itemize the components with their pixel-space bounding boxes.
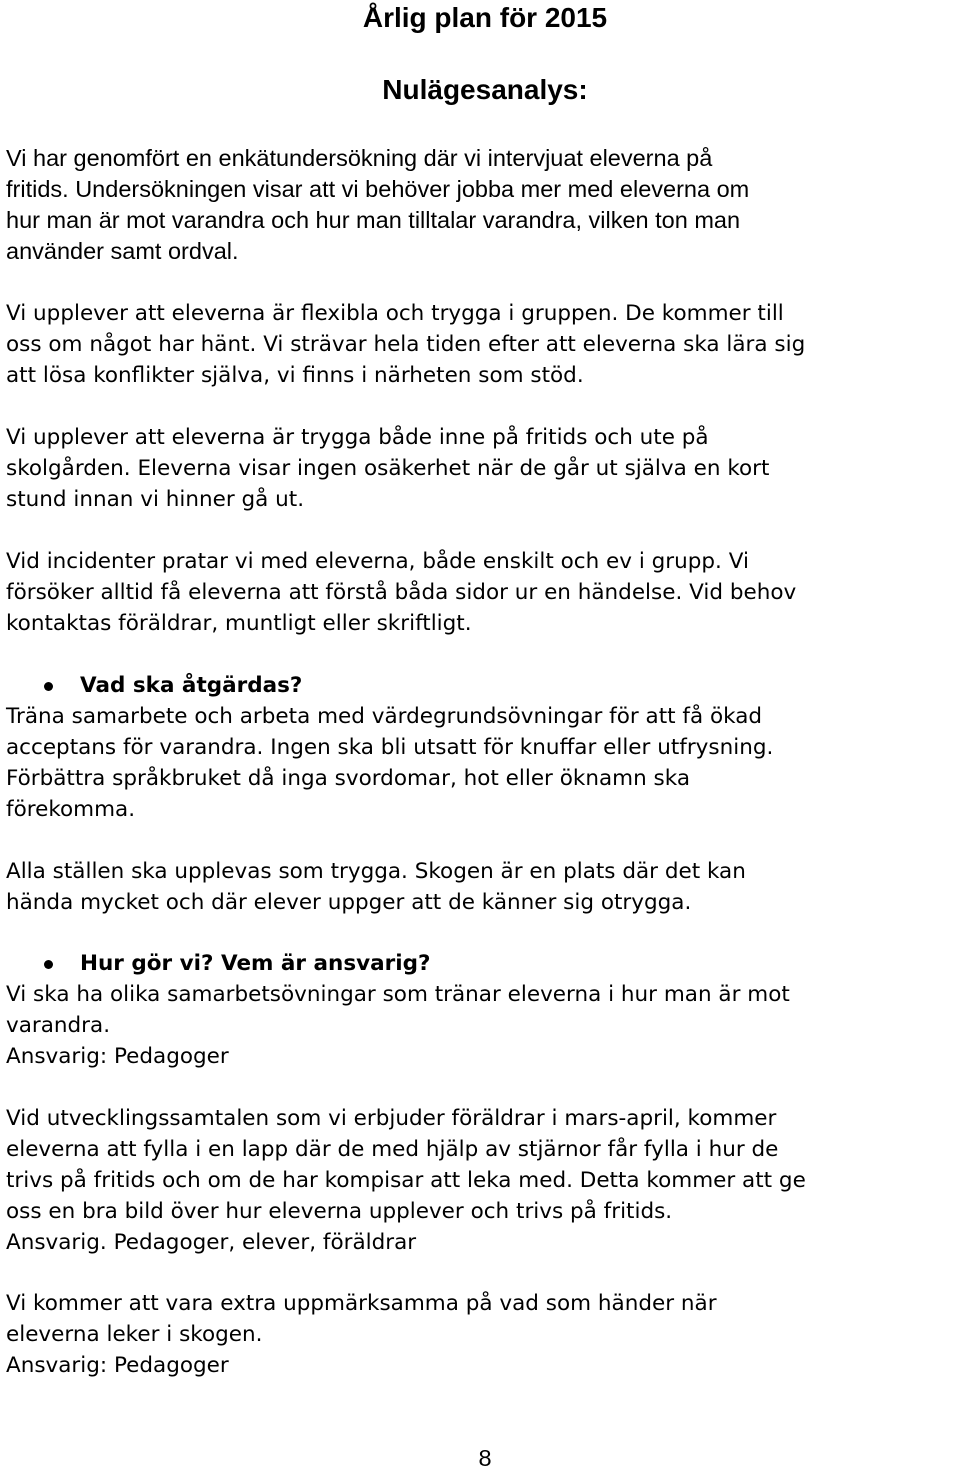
- text-line: hända mycket och där elever uppger att de känner sig otrygga.: [6, 890, 692, 915]
- paragraph-development-talks: [6, 1103, 956, 1258]
- text-line: Förbättra språkbruket då inga svordomar, hot eller öknamn ska: [6, 766, 690, 791]
- text-line: att lösa konflikter själva, vi finns i närheten som stöd.: [6, 363, 584, 388]
- text-line: eleverna leker i skogen.: [6, 1322, 263, 1347]
- text-line: använder samt ordval.: [6, 238, 239, 264]
- text-line: stund innan vi hinner gå ut.: [6, 487, 305, 512]
- text-line: Alla ställen ska upplevas som trygga. Skogen är en plats där det kan: [6, 859, 746, 884]
- text-line: trivs på fritids och om de har kompisar att leka med. Detta kommer att ge: [6, 1168, 806, 1193]
- text-line: Vid incidenter pratar vi med eleverna, både enskilt och ev i grupp. Vi: [6, 549, 749, 574]
- text-line: fritids. Undersökningen visar att vi behöver jobba mer med eleverna om: [6, 176, 750, 202]
- text-line: Träna samarbete och arbeta med värdegrundsövningar för att få ökad: [6, 704, 763, 729]
- text-line: oss en bra bild över hur eleverna upplever och trivs på fritids.: [6, 1199, 673, 1224]
- paragraph-training: [6, 701, 956, 825]
- bullet-icon: [44, 682, 53, 691]
- bullet-heading: Vad ska åtgärdas?: [80, 673, 303, 698]
- intro-paragraph: [6, 143, 956, 267]
- text-line: Vi ska ha olika samarbetsövningar som tränar eleverna i hur man är mot: [6, 982, 790, 1007]
- text-line: varandra.: [6, 1013, 111, 1038]
- text-line: Vi kommer att vara extra uppmärksamma på vad som händer när: [6, 1291, 717, 1316]
- bullet-heading: Hur gör vi? Vem är ansvarig?: [80, 951, 431, 976]
- text-line: Vi upplever att eleverna är flexibla och trygga i gruppen. De kommer till: [6, 301, 784, 326]
- text-line: kontaktas föräldrar, muntligt eller skriftligt.: [6, 611, 472, 636]
- text-line: Vi har genomfört en enkätundersökning där vi intervjuat eleverna på: [6, 145, 713, 171]
- text-line: Vid utvecklingssamtalen som vi erbjuder föräldrar i mars-april, kommer: [6, 1106, 777, 1131]
- text-line: Ansvarig: Pedagoger: [6, 1044, 229, 1069]
- page-title: Årlig plan för 2015: [362, 2, 608, 33]
- bullet-icon: [44, 960, 53, 969]
- paragraph-exercises: [6, 979, 956, 1072]
- paragraph-safety: [6, 422, 956, 515]
- text-line: försöker alltid få eleverna att förstå båda sidor ur en händelse. Vid behov: [6, 580, 797, 605]
- text-line: eleverna att fylla i en lapp där de med hjälp av stjärnor får fylla i hur de: [6, 1137, 779, 1162]
- paragraph-forest: [6, 1288, 956, 1381]
- paragraph-incidents: [6, 546, 956, 639]
- page-number: 8: [478, 1445, 492, 1471]
- paragraph-places: [6, 856, 956, 918]
- text-line: förekomma.: [6, 797, 136, 822]
- text-line: hur man är mot varandra och hur man tilltalar varandra, vilken ton man: [6, 207, 741, 233]
- text-line: Ansvarig. Pedagoger, elever, föräldrar: [6, 1230, 417, 1255]
- text-line: Vi upplever att eleverna är trygga både inne på fritids och ute på: [6, 425, 709, 450]
- text-line: skolgården. Eleverna visar ingen osäkerhet när de går ut själva en kort: [6, 456, 770, 481]
- section-heading: Nulägesanalys:: [382, 74, 588, 105]
- text-line: acceptans för varandra. Ingen ska bli utsatt för knuffar eller utfrysning.: [6, 735, 774, 760]
- paragraph-flexibility: [6, 298, 956, 391]
- text-line: oss om något har hänt. Vi strävar hela tiden efter att eleverna ska lära sig: [6, 332, 806, 357]
- text-line: Ansvarig: Pedagoger: [6, 1353, 229, 1378]
